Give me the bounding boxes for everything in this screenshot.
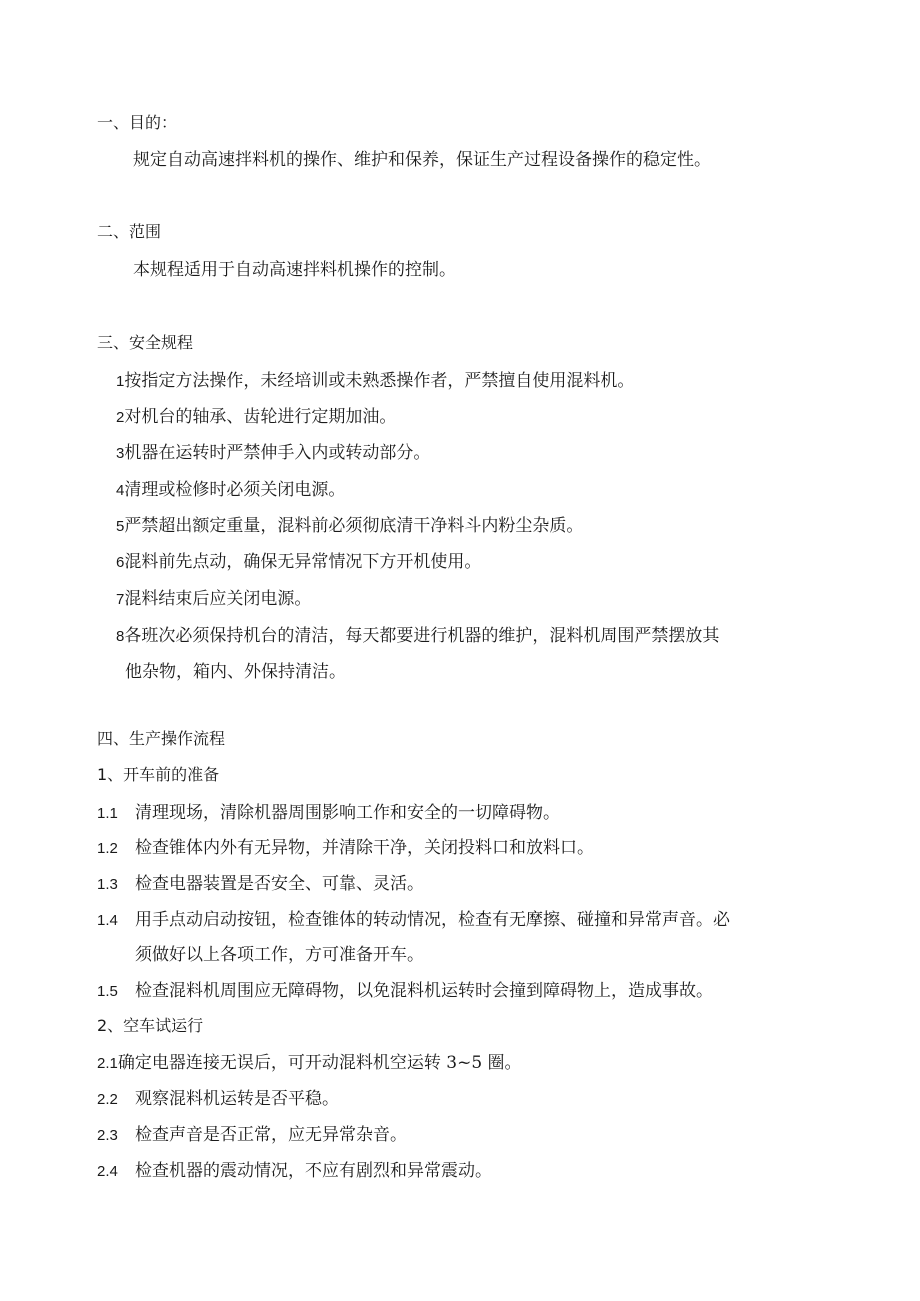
item-number: 1.1 bbox=[97, 805, 118, 822]
procedure-item bbox=[97, 798, 560, 823]
item-number: 3 bbox=[116, 445, 125, 462]
item-text: 检查机器的震动情况，不应有剧烈和异常震动。 bbox=[135, 1161, 492, 1181]
item-text: 检查混料机周围应无障碍物，以免混料机运转时会撞到障碍物上，造成事故。 bbox=[135, 981, 713, 1001]
item-text: 混料结束后应关闭电源。 bbox=[124, 589, 312, 609]
safety-item bbox=[116, 511, 583, 536]
item-number: 1.2 bbox=[97, 840, 118, 857]
procedure-item bbox=[97, 869, 424, 894]
item-number: 1.3 bbox=[97, 876, 118, 893]
item-text-continuation: 须做好以上各项工作，方可准备开车。 bbox=[135, 945, 424, 965]
item-number: 1.4 bbox=[97, 912, 118, 929]
procedure-item bbox=[97, 1048, 522, 1073]
safety-item bbox=[116, 402, 396, 427]
item-text: 严禁超出额定重量，混料前必须彻底清干净料斗内粉尘杂质。 bbox=[124, 516, 584, 536]
item-number: 5 bbox=[116, 518, 125, 535]
item-number: 2 bbox=[116, 409, 125, 426]
item-number: 6 bbox=[116, 554, 125, 571]
item-number: 2.1 bbox=[97, 1055, 118, 1072]
item-text: 观察混料机运转是否平稳。 bbox=[135, 1089, 339, 1109]
item-number: 8 bbox=[116, 628, 125, 645]
item-text: 检查声音是否正常，应无异常杂音。 bbox=[135, 1125, 407, 1145]
subsection-title-trial-run: 2、空车试运行 bbox=[97, 1016, 204, 1035]
procedure-item bbox=[97, 905, 730, 930]
item-text: 对机台的轴承、齿轮进行定期加油。 bbox=[124, 407, 397, 427]
item-text-continuation: 他杂物，箱内、外保持清洁。 bbox=[125, 662, 346, 682]
item-text: 清理现场，清除机器周围影响工作和安全的一切障碍物。 bbox=[135, 803, 560, 823]
safety-item bbox=[116, 438, 430, 463]
item-text: 清理或检修时必须关闭电源。 bbox=[124, 480, 346, 500]
safety-item bbox=[116, 584, 311, 609]
item-text: 用手点动启动按钮，检查锥体的转动情况，检查有无摩擦、碰撞和异常声音。必 bbox=[135, 910, 730, 930]
section-heading-safety: 三、安全规程 bbox=[97, 333, 194, 352]
procedure-item bbox=[97, 833, 594, 858]
item-number: 2.3 bbox=[97, 1127, 118, 1144]
item-number: 7 bbox=[116, 591, 125, 608]
item-number: 2.4 bbox=[97, 1163, 118, 1180]
section-body-purpose: 规定自动高速拌料机的操作、维护和保养，保证生产过程设备操作的稳定性。 bbox=[133, 150, 711, 170]
item-text: 确定电器连接无误后，可开动混料机空运转 3~5 圈。 bbox=[117, 1053, 522, 1073]
procedure-item bbox=[97, 976, 713, 1001]
item-number: 1.5 bbox=[97, 983, 118, 1000]
item-text: 按指定方法操作，未经培训或未熟悉操作者，严禁擅自使用混料机。 bbox=[124, 371, 635, 391]
item-number: 4 bbox=[116, 482, 125, 499]
item-text: 混料前先点动，确保无异常情况下方开机使用。 bbox=[124, 552, 482, 572]
procedure-item bbox=[97, 1156, 492, 1181]
safety-item bbox=[116, 621, 719, 646]
safety-item bbox=[116, 366, 634, 391]
section-heading-procedure: 四、生产操作流程 bbox=[97, 729, 226, 748]
section-heading-scope: 二、范围 bbox=[97, 222, 162, 241]
safety-item bbox=[116, 475, 345, 500]
item-text: 检查锥体内外有无异物，并清除干净，关闭投料口和放料口。 bbox=[135, 838, 594, 858]
item-text: 机器在运转时严禁伸手入内或转动部分。 bbox=[124, 443, 431, 463]
item-text: 检查电器装置是否安全、可靠、灵活。 bbox=[135, 874, 424, 894]
procedure-item bbox=[97, 1120, 407, 1145]
item-text: 各班次必须保持机台的清洁，每天都要进行机器的维护，混料机周围严禁摆放其 bbox=[124, 626, 720, 646]
item-number: 2.2 bbox=[97, 1091, 118, 1108]
subsection-title-preparation: 1、开车前的准备 bbox=[97, 765, 220, 784]
procedure-item bbox=[97, 1084, 339, 1109]
section-heading-purpose: 一、目的： bbox=[97, 113, 178, 132]
section-body-scope: 本规程适用于自动高速拌料机操作的控制。 bbox=[133, 260, 456, 280]
item-number: 1 bbox=[116, 373, 125, 390]
safety-item bbox=[116, 547, 481, 572]
